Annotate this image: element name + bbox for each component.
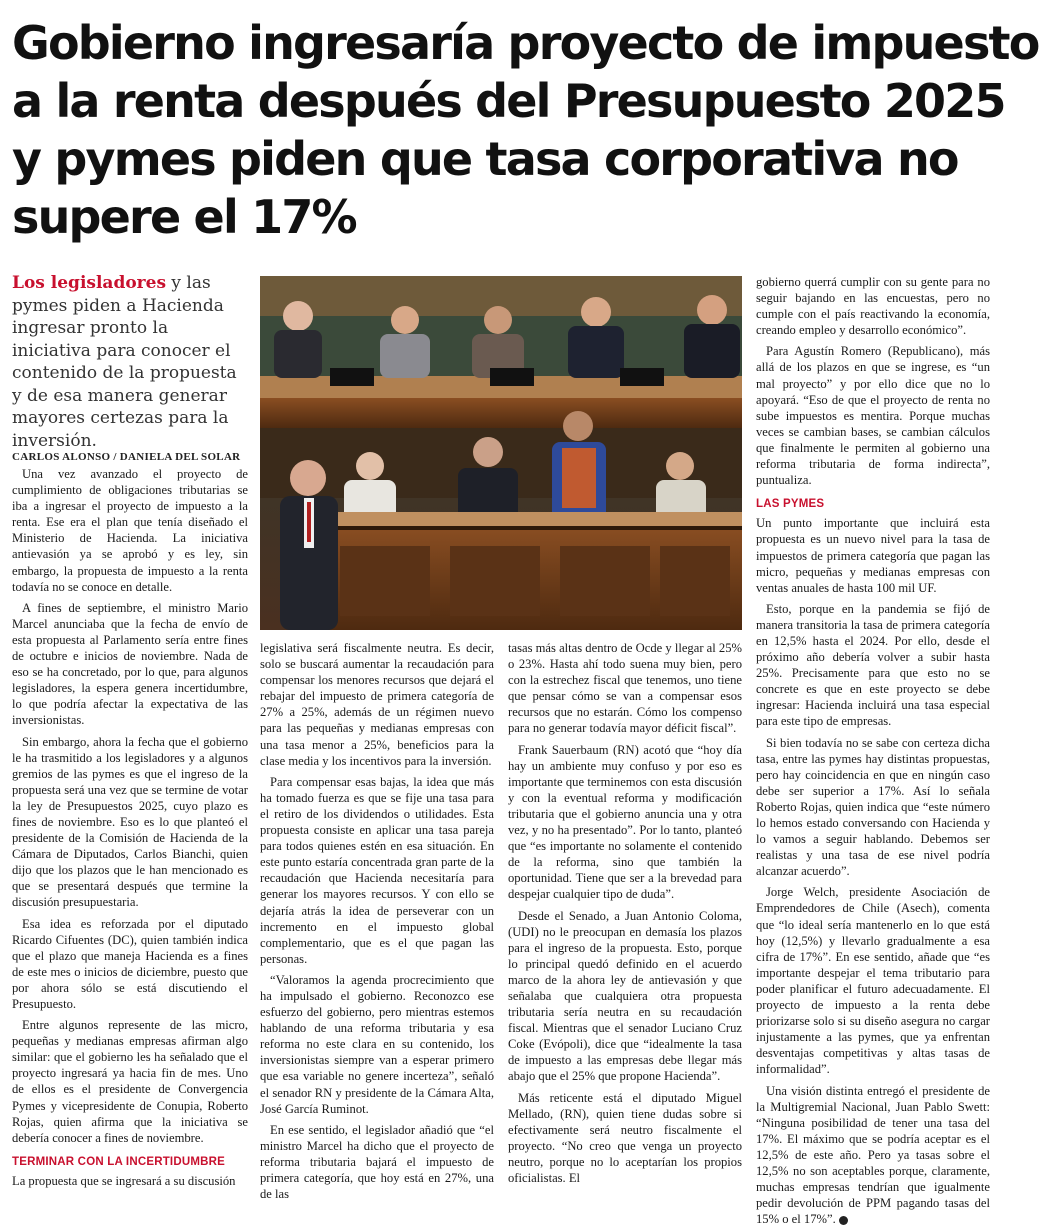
article-column-1 [12, 466, 248, 1182]
paragraph: Una vez avanzado el proyecto de cumplimiento de obligaciones tributarias se iba a ingresar el proyecto de impuesto a la renta. Ese era el plan que tenía diseñado el Ministerio de Hacienda. La iniciativa antievasión ya se aprobó y es ley, sin embargo, la propuesta de impuesto a la renta todavía no se conoce en detalle. [12, 466, 248, 595]
lead-paragraph [12, 272, 250, 452]
paragraph: A fines de septiembre, el ministro Mario Marcel anunciaba que la fecha de envío de esta propuesta al Parlamento sería entre fines de octubre e inicios de noviembre. Nada de eso se ha concretado, por lo que, para algunos legisladores, la espera genera incertidumbre, lo que podría afectar la expectativa de las inversionistas. [12, 600, 248, 729]
parliament-photo-illustration [260, 276, 742, 630]
paragraph: Si bien todavía no se sabe con certeza dicha tasa, entre las pymes hay distintas propuestas, pero hay coincidencia en que en ningún caso debe ser superior a 17%. Así lo señala Roberto Rojas, quien indica que “este número lo hemos estado conversando con Hacienda y lo vamos a seguir hablando. Debemos ser realistas y una tasa de ese nivel podría alcanzar acuerdo”. [756, 735, 990, 880]
paragraph: Más reticente está el diputado Miguel Mellado, (RN), quien tiene dudas sobre si efectivamente será neutro fiscalmente el proyecto. “No creo que venga un proyecto neutro, porque no lo aceptarían los propios oficialistas. El [508, 1090, 742, 1187]
paragraph: Esa idea es reforzada por el diputado Ricardo Cifuentes (DC), quien también indica que el plazo que maneja Hacienda es a fines de este mes o inicios de diciembre, puesto que por ahora sólo se está discutiendo el Presupuesto. [12, 916, 248, 1013]
paragraph: Jorge Welch, presidente Asociación de Emprendedores de Chile (Asech), comenta que “lo ideal sería mantenerlo en lo que está hoy (12,5%) y llevarlo gradualmente a esa cifra de 17%”. En ese sentido, añade que “es importante despejar el tema tributario para poder planificar el futuro adecuadamente. El proyecto de impuesto a la renta debe priorizarse solo si su diseño asegura no cargar injustamente a las pymes, que ya enfrentan desventajas competitivas y altas tasas de informalidad”. [756, 884, 990, 1077]
paragraph: tasas más altas dentro de Ocde y llegar al 25% o 23%. Hasta ahí todo suena muy bien, pero con la estrechez fiscal que tenemos, uno tiene que pensar cómo se van a compensar esos recursos que no estarán. Cómo los compenso para no generar todavía mayor déficit fiscal”. [508, 640, 742, 737]
paragraph: Esto, porque en la pandemia se fijó de manera transitoria la tasa de primera categoría en 12,5% hasta el 2024. Por ello, desde el próximo año debería volver a subir hasta 25%. Precisamente para que esto no se concrete es que en este proyecto se debe ingresar: Hacienda incluirá una tasa especial para este tipo de empresas. [756, 601, 990, 730]
paragraph: Entre algunos represente de las micro, pequeñas y medianas empresas afirman algo similar: que el gobierno les ha señalado que el proyecto ingresará ya hacia fin de mes. Uno de ellos es el presidente de Convergencia Pymes y vicepresidente de Conupia, Roberto Rojas, quien afirma que la iniciativa se debería conocer a fines de noviembre. [12, 1017, 248, 1146]
section-subhead: LAS PYMES [756, 496, 990, 512]
headline-line-1: Gobierno ingresaría proyecto de impuesto [12, 14, 992, 72]
paragraph: Para Agustín Romero (Republicano), más allá de los plazos en que se ingrese, es “un mal proyecto” y por ello dice que no lo apoyará. “Eso de que el proyecto de renta no sube impuestos es mentira. Porque muchas veces se cambian bases, se cambian cálculos que finalmente le permiten al gobierno una reforma tributaria de forma indirecta”, puntualiza. [756, 343, 990, 488]
article-column-3 [508, 640, 742, 1182]
paragraph: gobierno querrá cumplir con su gente para no seguir bajando en las encuestas, pero no cumple con el país reactivando la economía, creando empleo y desarrollo económico”. [756, 274, 990, 338]
paragraph: Frank Sauerbaum (RN) acotó que “hoy día hay un ambiente muy confuso y por eso es importante que terminemos con esta discusión y con la eventual reforma y modificación tributaria que el gobierno anuncia una y otra vez, y no ha presentado”. Por lo tanto, planteó que “es importante no solamente el contenido de la reforma, sino que también la oportunidad. Tiene que ser a la brevedad para despejar cualquier tipo de duda”. [508, 742, 742, 903]
section-subhead: TERMINAR CON LA INCERTIDUMBRE [12, 1154, 248, 1170]
lead-text: y las pymes piden a Hacienda ingresar pronto la iniciativa para conocer el contenido de la propuesta y de esa manera generar mayores certezas para la inversión. [12, 273, 237, 451]
headline-line-2: a la renta después del Presupuesto 2025 [12, 72, 992, 130]
lead-highlight: Los legisladores [12, 273, 166, 293]
byline: CARLOS ALONSO / DANIELA DEL SOLAR [12, 451, 252, 463]
paragraph: En ese sentido, el legislador añadió que “el ministro Marcel ha dicho que el proyecto de reforma tributaria bajará el impuesto de primera categoría, que hoy está en 27%, una de las [260, 1122, 494, 1202]
paragraph: Desde el Senado, a Juan Antonio Coloma, (UDI) no le preocupan en demasía los plazos para el ingreso de la propuesta. Esto, porque lo principal quedó definido en el acuerdo marco de la ahora ley de antievasión y que señalaba que cualquiera otra propuesta tributaria sería neutra en su recaudación fiscal. Mientras que el senador Luciano Cruz Coke (Evópoli), dice que “idealmente la tasa de impuesto a las empresas debe llegar más abajo que el 25% que propone Hacienda”. [508, 908, 742, 1085]
article-column-4 [756, 274, 990, 1180]
paragraph: Un punto importante que incluirá esta propuesta es un nuevo nivel para la tasa de impuestos de primera categoría que pagan las micro, pequeñas y medianas empresas con ventas anuales de hasta 100 mil UF. [756, 515, 990, 595]
headline-line-4: supere el 17% [12, 188, 992, 246]
headline [12, 14, 992, 246]
parliament-photo [260, 276, 742, 630]
paragraph-final-text: Una visión distinta entregó el presidente de la Multigremial Nacional, Juan Pablo Swett: “Ninguna posibilidad de tener una tasa del 17%. El máximo que se podría aceptar es el 12,5% de este año. Pero ya tasas sobre el 12,5% no son aceptables porque, claramente, muchas empresas tendrían que igualmente pedir devolución de PPM pagando tasas del 15% o el 17%”. [756, 1084, 990, 1227]
paragraph: “Valoramos la agenda procrecimiento que ha impulsado el gobierno. Reconozco ese esfuerzo del gobierno, pero mientras estemos hablando de una reforma tributaria y esa reforma no este clara en su contenido, los inversionistas siempre van a esperar primero que esa variable no genere incerteza”, señaló el senador RN y presidente de la Cámara Alta, José García Ruminot. [260, 972, 494, 1117]
paragraph: La propuesta que se ingresará a su discusión [12, 1173, 248, 1189]
paragraph-final [756, 1083, 990, 1227]
article-column-2 [260, 640, 494, 1182]
headline-line-3: y pymes piden que tasa corporativa no [12, 130, 992, 188]
paragraph: Para compensar esas bajas, la idea que más ha tomado fuerza es que se fije una tasa para el retiro de los dividendos o utilidades. Esta propuesta consiste en aplicar una tasa pareja para todos quienes estén en esa situación. En este punto estaría concentrada gran parte de la recaudación que Hacienda necesitaría para generar los mayores recursos. Y con ello se dejaría atrás la idea de perseverar con un incremento en el impuesto global complementario, que es el que pagan las personas. [260, 774, 494, 967]
paragraph: legislativa será fiscalmente neutra. Es decir, solo se buscará aumentar la recaudación para compensar los menores recursos que dejará el rebajar del impuesto de primera categoría de 27% a 25%, además de un régimen nuevo para las pequeñas y medianas empresas con una tasa menor a 25%, beneficios para la clase media y los incentivos para la inversión. [260, 640, 494, 769]
end-mark-icon [839, 1216, 848, 1225]
paragraph: Sin embargo, ahora la fecha que el gobierno le ha trasmitido a los legisladores y a algunos gremios de las pymes es que el ingreso de la propuesta será una vez que se termine de votar la ley de Presupuestos 2025, cuyo plazo es fines de noviembre. Eso es lo que planteó el presidente de la Comisión de Hacienda de la Cámara de Diputados, Carlos Bianchi, quien dijo que los plazos que le han mencionado es que se presentará después que termine la discusión presupuestaria. [12, 734, 248, 911]
